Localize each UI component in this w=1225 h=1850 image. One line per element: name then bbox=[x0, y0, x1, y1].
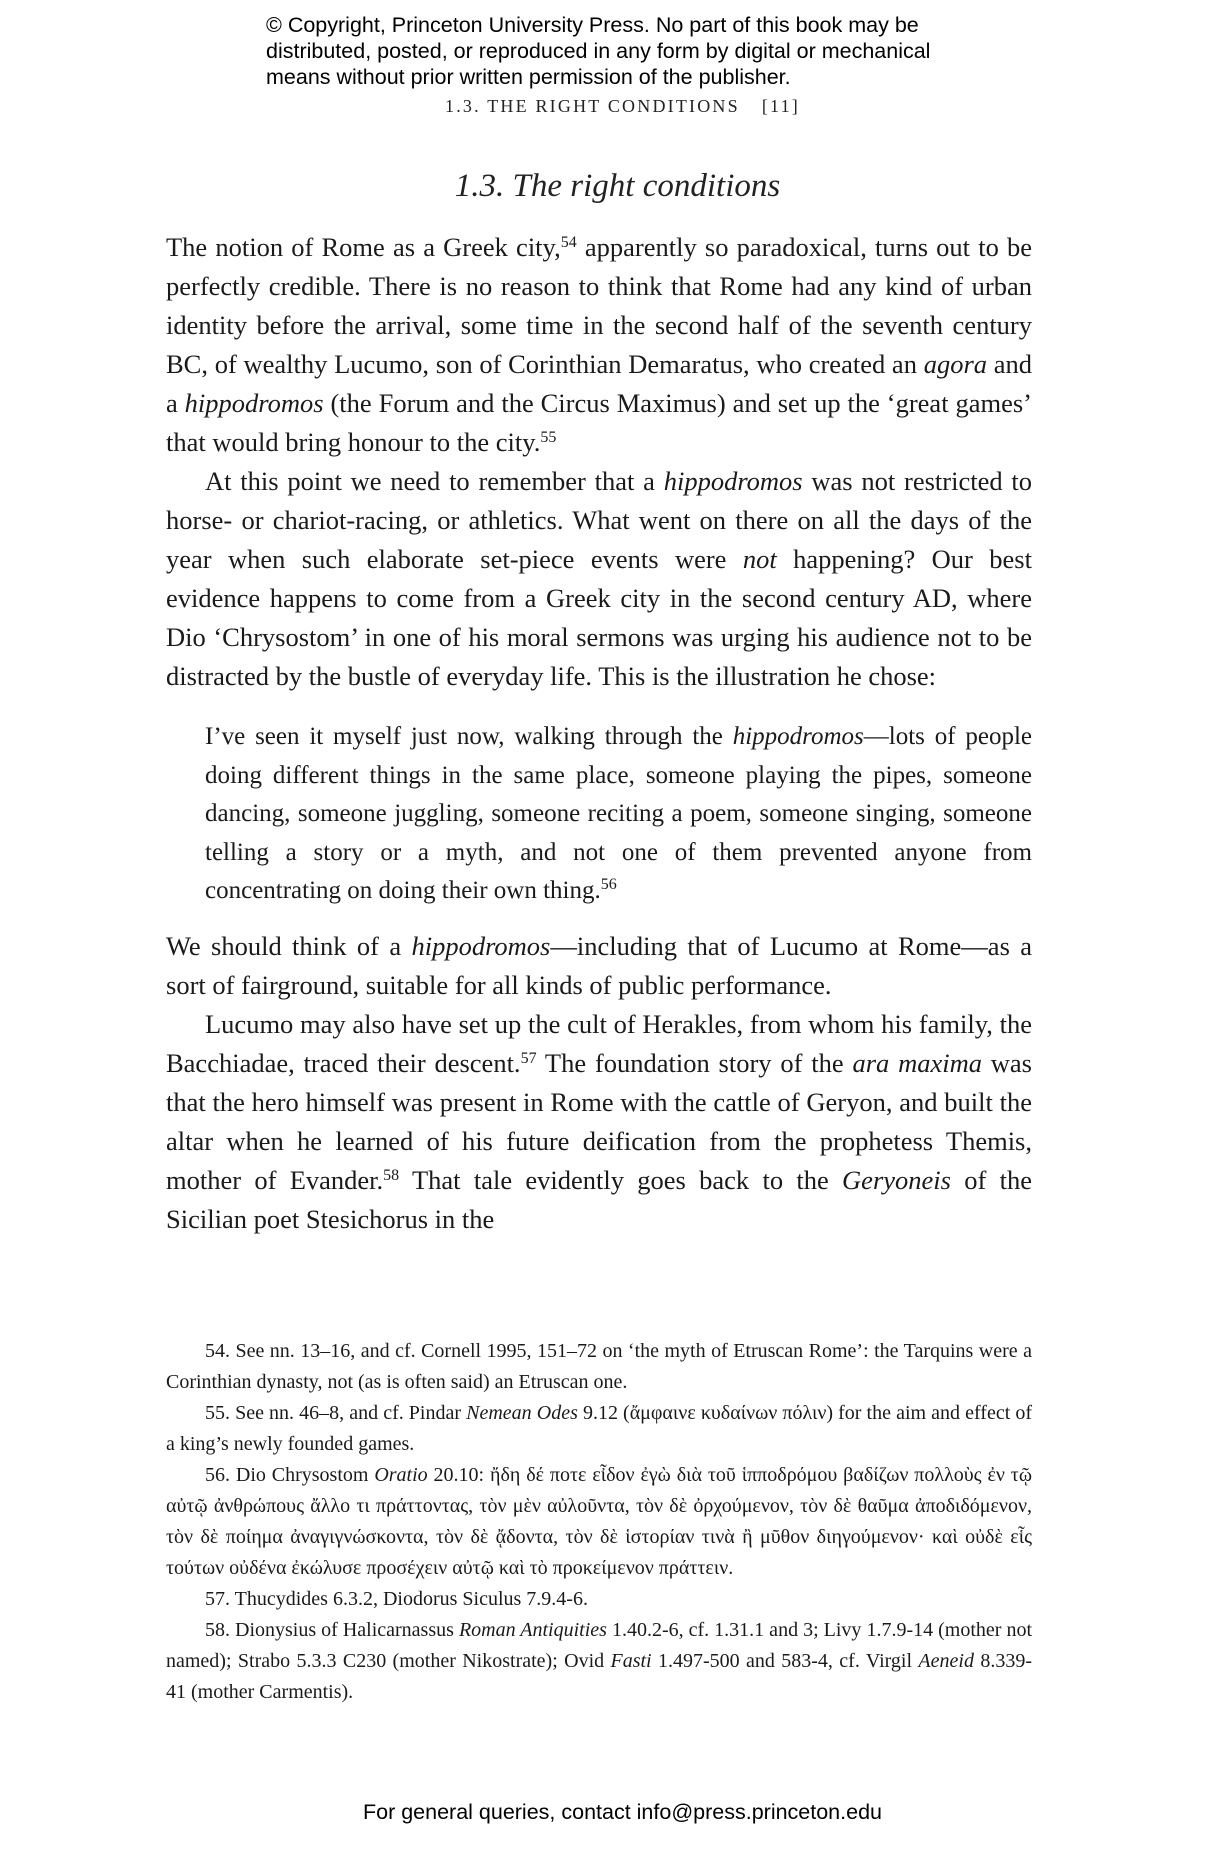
footnote-54: 54. See nn. 13–16, and cf. Cornell 1995, 151–72 on ‘the myth of Etruscan Rome’: the Tarquins were a Corinthian dynasty, not (as is often said) an Etruscan one. bbox=[166, 1340, 1032, 1393]
footnotes bbox=[166, 1336, 1032, 1708]
footnote-ref[interactable]: 54 bbox=[560, 234, 577, 251]
footnote-ref[interactable]: 58 bbox=[383, 1166, 400, 1184]
page-number: [11] bbox=[761, 96, 800, 116]
block-quote: I’ve seen it myself just now, walking through the hippodromos—lots of people doing different things in the same place, someone playing the pipes, someone dancing, someone juggling, someone reciting a poem, someone singing, someone telling a story or a myth, and not one of them prevented anyone from concentrating on doing their own thing.$^{56}$ bbox=[205, 723, 1032, 904]
section-title: 1.3. The right conditions bbox=[454, 168, 781, 204]
running-head bbox=[0, 96, 1225, 117]
paragraph: The notion of Rome as a Greek city,$^{54}$ apparently so paradoxical, turns out to be perfectly credible. There is no reason to think that Rome had any kind of urban identity before the arrival, some time in the second half of the seventh century BC, of wealthy Lucumo, son of Corinthian Demaratus, who created an agora and a hippodromos (the Forum and the Circus Maximus) and set up the ‘great games’ that would bring honour to the city.$^{55}$ bbox=[166, 232, 1033, 457]
footer-contact: For general queries, contact info@press.princeton.edu bbox=[362, 1800, 882, 1824]
paragraph: Lucumo may also have set up the cult of Herakles, from whom his family, the Bacchiadae, traced their descent.$^{57}$ The foundation story of the ara maxima was that the hero himself was present in Rome with the cattle of Geryon, and built the altar when he learned of his future deification from the prophetess Themis, mother of Evander.$^{58}$ That tale evidently goes back to the Geryoneis of the Sicilian poet Stesichorus in the bbox=[166, 1008, 1033, 1234]
copyright-line: distributed, posted, or reproduced in any form by digital or mechanical bbox=[266, 39, 931, 63]
copyright-notice bbox=[266, 12, 1026, 90]
footnote-ref[interactable]: 56 bbox=[600, 876, 617, 893]
footnote-57: 57. Thucydides 6.3.2, Diodorus Siculus 7.9.4-6. bbox=[205, 1588, 588, 1610]
body-text bbox=[166, 228, 1032, 1239]
running-head-section: 1.3. THE RIGHT CONDITIONS bbox=[445, 96, 740, 116]
copyright-line: © Copyright, Princeton University Press. No part of this book may be bbox=[266, 13, 919, 37]
footnote-55: 55. See nn. 46–8, and cf. Pindar Nemean Odes 9.12 (ἄμφαινε κυδαίνων πόλιν) for the aim and effect of a king’s newly founded games. bbox=[166, 1402, 1033, 1455]
footnote-ref[interactable]: 55 bbox=[540, 429, 557, 446]
footnote-ref[interactable]: 57 bbox=[520, 1049, 537, 1067]
footnote-56: 56. Dio Chrysostom Oratio 20.10: ἤδη δέ ποτε εἶδον ἐγὼ διὰ τοῦ ἱπποδρόμου βαδίζων πολλοὺς ἐν τῷ αὐτῷ ἀνθρώπους ἄλλο τι πράττοντας, τὸν μὲν αὐλοῦντα, τὸν δὲ ὀρχούμενον, τὸν δὲ θαῦμα ἀποδιδόμενον, τὸν δὲ ποίημα ἀναγιγνώσκοντα, τὸν δὲ ᾄδοντα, τὸν δὲ ἱστορίαν τινὰ ἢ μῦθον διηγούμενον· καὶ οὐδὲ εἷς τούτων οὐδένα ἐκώλυσε προσέχειν αὐτῷ καὶ τὸ προκείμενον πράττειν. bbox=[166, 1464, 1032, 1579]
paragraph: At this point we need to remember that a hippodromos was not restricted to horse- or chariot-racing, or athletics. What went on there on all the days of the year when such elaborate set-piece events were not happening? Our best evidence happens to come from a Greek city in the second century AD, where Dio ‘Chrysostom’ in one of his moral sermons was urging his audience not to be distracted by the bustle of everyday life. This is the illustration he chose: bbox=[166, 466, 1032, 691]
copyright-line: means without prior written permission of the publisher. bbox=[266, 65, 791, 89]
paragraph: We should think of a hippodromos—including that of Lucumo at Rome—as a sort of fairground, suitable for all kinds of public performance. bbox=[166, 930, 1033, 1000]
footnote-58: 58. Dionysius of Halicarnassus Roman Antiquities 1.40.2-6, cf. 1.31.1 and 3; Livy 1.7.9-14 (mother not named); Strabo 5.3.3 C230 (mother Nikostrate); Ovid Fasti 1.497-500 and 583-4, cf. Virgil Aeneid 8.339-41 (mother Carmentis). bbox=[166, 1619, 1033, 1703]
